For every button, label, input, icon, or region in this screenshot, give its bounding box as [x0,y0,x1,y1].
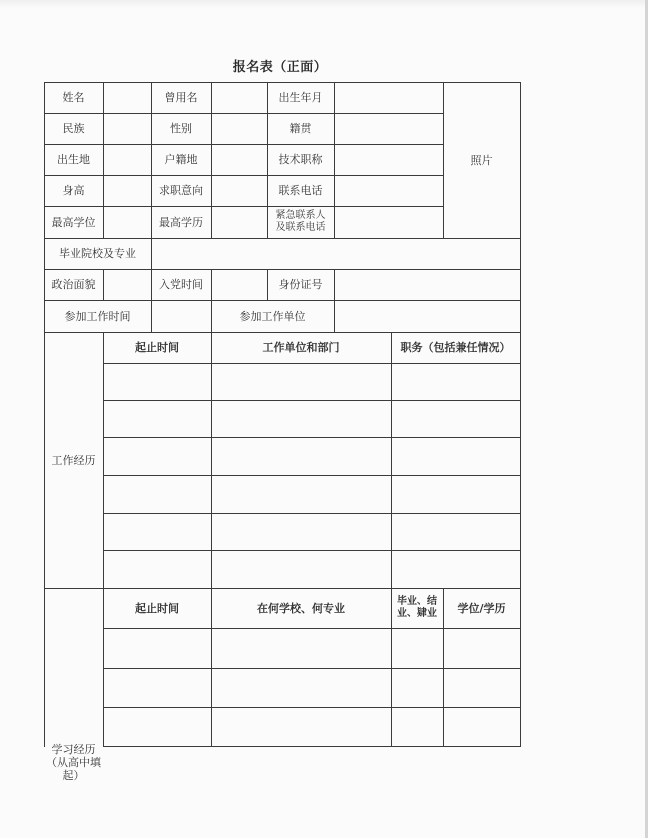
work-unit-cell[interactable] [212,438,390,475]
study-label-line2: （从高中填 [46,755,101,769]
work-position-cell[interactable] [392,551,519,588]
work-col-unit: 工作单位和部门 [262,341,340,354]
label-work-unit: 参加工作单位 [239,309,306,323]
field-birthplace[interactable] [104,145,150,174]
study-status-cell[interactable] [392,669,442,707]
label-name: 姓名 [62,91,85,104]
label-top-education: 最高学历 [159,215,203,229]
work-position-cell[interactable] [392,476,519,513]
study-col-period: 起止时间 [135,601,179,615]
field-job-intent[interactable] [212,176,266,205]
label-height: 身高 [62,184,85,197]
label-birth-date: 出生年月 [278,91,323,104]
label-former-name: 曾用名 [164,91,198,104]
field-work-start[interactable] [152,301,210,331]
work-period-cell[interactable] [104,438,210,475]
field-school-major[interactable] [152,239,519,268]
label-birthplace: 出生地 [57,153,90,166]
study-col-degree: 学位/学历 [457,601,506,615]
work-unit-cell[interactable] [212,551,390,588]
study-label-line3: 起） [62,768,85,782]
study-degree-cell[interactable] [444,708,519,746]
label-household: 户籍地 [164,153,198,166]
study-degree-cell[interactable] [444,629,519,668]
label-id-number: 身份证号 [278,278,323,291]
work-period-cell[interactable] [104,364,210,400]
label-tech-title: 技术职称 [278,153,323,166]
study-status-cell[interactable] [392,708,442,746]
work-position-cell[interactable] [392,514,519,550]
field-name[interactable] [104,83,150,112]
field-emergency-contact[interactable] [335,207,442,237]
study-col-status-line2: 业、肄业 [397,608,437,619]
field-former-name[interactable] [212,83,266,112]
field-height[interactable] [104,176,150,205]
field-ethnicity[interactable] [104,114,150,143]
work-col-period: 起止时间 [135,341,179,354]
field-party-time[interactable] [212,270,266,299]
study-col-status [391,588,443,628]
label-native-place: 籍贯 [289,122,312,135]
field-birth-date[interactable] [335,83,442,112]
field-gender[interactable] [212,114,266,143]
field-top-education[interactable] [212,207,266,237]
field-id-number[interactable] [335,270,519,299]
label-emergency-line1: 紧急联系人 [275,210,326,221]
label-phone: 联系电话 [278,184,323,197]
work-period-cell[interactable] [104,551,210,588]
field-tech-title[interactable] [335,145,442,174]
label-party-time: 入党时间 [159,278,203,291]
study-col-status-line1: 毕业、结 [397,596,437,607]
field-phone[interactable] [335,176,442,205]
label-emergency-contact [267,206,334,238]
photo-box[interactable]: 照片 [470,153,493,167]
field-work-unit[interactable] [335,301,519,331]
study-school-cell[interactable] [212,629,390,668]
study-history-label [44,588,103,836]
label-ethnicity: 民族 [62,122,85,135]
study-col-school: 在何学校、何专业 [257,601,345,615]
label-school-major: 毕业院校及专业 [59,247,136,260]
study-school-cell[interactable] [212,669,390,707]
work-unit-cell[interactable] [212,364,390,400]
work-period-cell[interactable] [104,514,210,550]
field-political[interactable] [104,270,150,299]
label-top-degree: 最高学位 [51,215,96,229]
label-job-intent: 求职意向 [159,184,203,197]
study-period-cell[interactable] [104,629,210,668]
scan-shadow [0,0,648,8]
study-label-line1: 学习经历 [51,742,96,756]
work-position-cell[interactable] [392,401,519,437]
label-political: 政治面貌 [51,278,96,291]
label-emergency-line2: 及联系电话 [275,222,326,233]
work-position-cell[interactable] [392,364,519,400]
work-unit-cell[interactable] [212,514,390,550]
study-period-cell[interactable] [104,669,210,707]
work-period-cell[interactable] [104,476,210,513]
work-col-position: 职务（包括兼任情况） [400,341,511,354]
study-school-cell[interactable] [212,708,390,746]
field-top-degree[interactable] [104,207,150,237]
label-gender: 性别 [170,122,192,135]
work-position-cell[interactable] [392,438,519,475]
form-title: 报名表（正面） [232,60,328,75]
field-household[interactable] [212,145,266,174]
study-period-cell[interactable] [104,708,210,746]
work-unit-cell[interactable] [212,401,390,437]
work-period-cell[interactable] [104,401,210,437]
work-history-label: 工作经历 [51,453,96,467]
field-native-place[interactable] [335,114,442,143]
study-status-cell[interactable] [392,629,442,668]
study-degree-cell[interactable] [444,669,519,707]
label-work-start: 参加工作时间 [64,309,131,323]
work-unit-cell[interactable] [212,476,390,513]
